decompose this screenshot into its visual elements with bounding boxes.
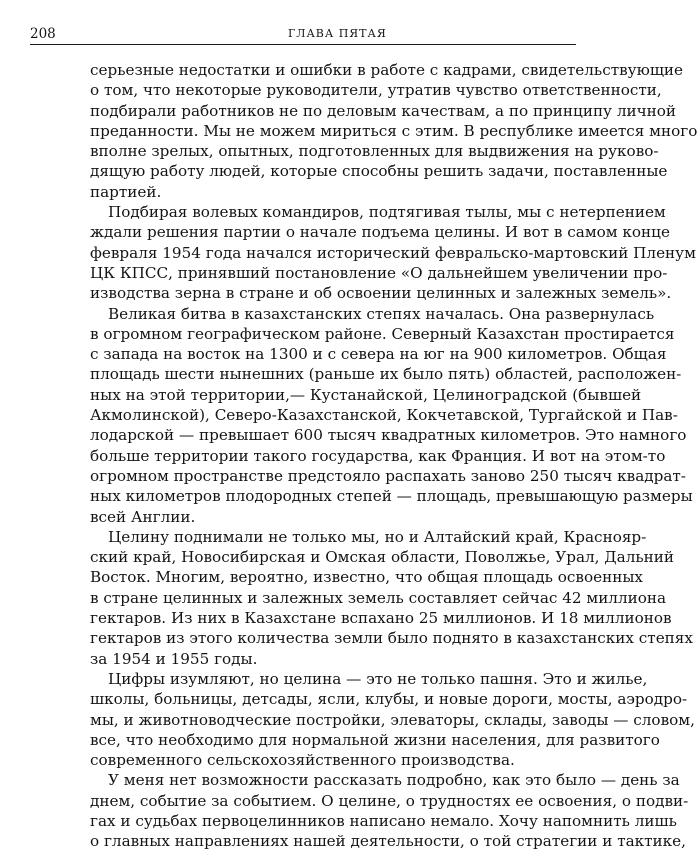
- text-line: преданности. Мы не можем мириться с этим. В республике имеется много: [90, 121, 697, 140]
- text-line: Цифры изумляют, но целина — это не только пашня. Это и жилье,: [108, 669, 648, 688]
- text-line: Целину поднимали не только мы, но и Алтайский край, Краснояр-: [108, 527, 647, 546]
- text-line: вполне зрелых, опытных, подготовленных для выдвижения на руково-: [90, 142, 659, 161]
- text-line: Акмолинской), Северо-Казахстанской, Кокчетавской, Тургайской и Пав-: [90, 406, 678, 425]
- text-line: У меня нет возможности рассказать подробно, как это было — день за: [108, 771, 680, 790]
- text-line: февраля 1954 года начался исторический февральско-мартовский Пленум: [90, 243, 696, 262]
- paragraph: [90, 669, 695, 770]
- text-line: Великая битва в казахстанских степях началась. Она развернулась: [108, 304, 655, 323]
- paragraph: [90, 304, 693, 527]
- text-line: гектаров. Из них в Казахстане вспахано 25 миллионов. И 18 миллионов: [90, 609, 672, 628]
- body-text: [90, 60, 697, 852]
- chapter-running-head: ГЛАВА ПЯТАЯ: [288, 27, 387, 40]
- text-line: ЦК КПСС, принявший постановление «О дальнейшем увеличении про-: [90, 263, 668, 282]
- text-line: в огромном географическом районе. Северный Казахстан простирается: [90, 324, 675, 343]
- text-line: о главных направлениях нашей деятельности, о той стратегии и тактике,: [90, 832, 686, 851]
- text-line: школы, больницы, детсады, ясли, клубы, и новые дороги, мосты, аэродро-: [90, 690, 688, 709]
- text-line: площадь шести нынешних (раньше их было пять) областей, расположен-: [90, 365, 682, 384]
- text-line: больше территории такого государства, как Франция. И вот на этом-то: [90, 446, 666, 465]
- text-line: днем, событие за событием. О целине, о трудностях ее освоения, о подви-: [90, 791, 689, 810]
- text-line: ждали решения партии о начале подъема целины. И вот в самом конце: [90, 223, 670, 242]
- text-line: о том, что некоторые руководители, утратив чувство ответственности,: [90, 81, 662, 100]
- paragraph: [90, 202, 696, 303]
- text-line: подбирали работников не по деловым качествам, а по принципу личной: [90, 101, 677, 120]
- text-line: в стране целинных и залежных земель составляет сейчас 42 миллиона: [90, 588, 667, 607]
- text-line: гектаров из этого количества земли было поднято в казахстанских степях: [90, 629, 693, 648]
- text-line: за 1954 и 1955 годы.: [90, 649, 258, 668]
- text-line: ных на этой территории,— Кустанайской, Целиноградской (бывшей: [90, 385, 642, 404]
- text-line: лодарской — превышает 600 тысяч квадратных километров. Это намного: [90, 426, 687, 445]
- text-line: ский край, Новосибирская и Омская области, Поволжье, Урал, Дальний: [90, 548, 674, 567]
- text-line: Восток. Многим, вероятно, известно, что общая площадь освоенных: [90, 568, 644, 587]
- text-line: ных километров плодородных степей — площадь, превышающую размеры: [90, 487, 693, 506]
- text-line: Подбирая волевых командиров, подтягивая тылы, мы с нетерпением: [108, 203, 666, 222]
- page-header: [30, 26, 576, 45]
- text-line: изводства зерна в стране и об освоении целинных и залежных земель».: [90, 284, 672, 303]
- text-line: огромном пространстве предстояло распахать заново 250 тысяч квадрат-: [90, 466, 686, 485]
- text-line: все, что необходимо для нормальной жизни населения, для развитого: [90, 730, 660, 749]
- text-line: мы, и животноводческие постройки, элеваторы, склады, заводы — словом,: [90, 710, 695, 729]
- text-line: гах и судьбах первоцелинников написано немало. Хочу напомнить лишь: [90, 811, 677, 830]
- paragraph: [90, 770, 689, 851]
- page-number: 208: [30, 26, 56, 42]
- paragraph: [90, 527, 693, 669]
- text-line: партией.: [90, 182, 162, 201]
- text-line: всей Англии.: [90, 507, 196, 526]
- text-line: серьезные недостатки и ошибки в работе с кадрами, свидетельствующие: [90, 61, 684, 79]
- text-line: дящую работу людей, которые способны решить задачи, поставленные: [90, 162, 668, 181]
- text-line: с запада на восток на 1300 и с севера на юг на 900 километров. Общая: [90, 345, 667, 364]
- text-line: современного сельскохозяйственного производства.: [90, 751, 515, 770]
- paragraph: [90, 60, 697, 202]
